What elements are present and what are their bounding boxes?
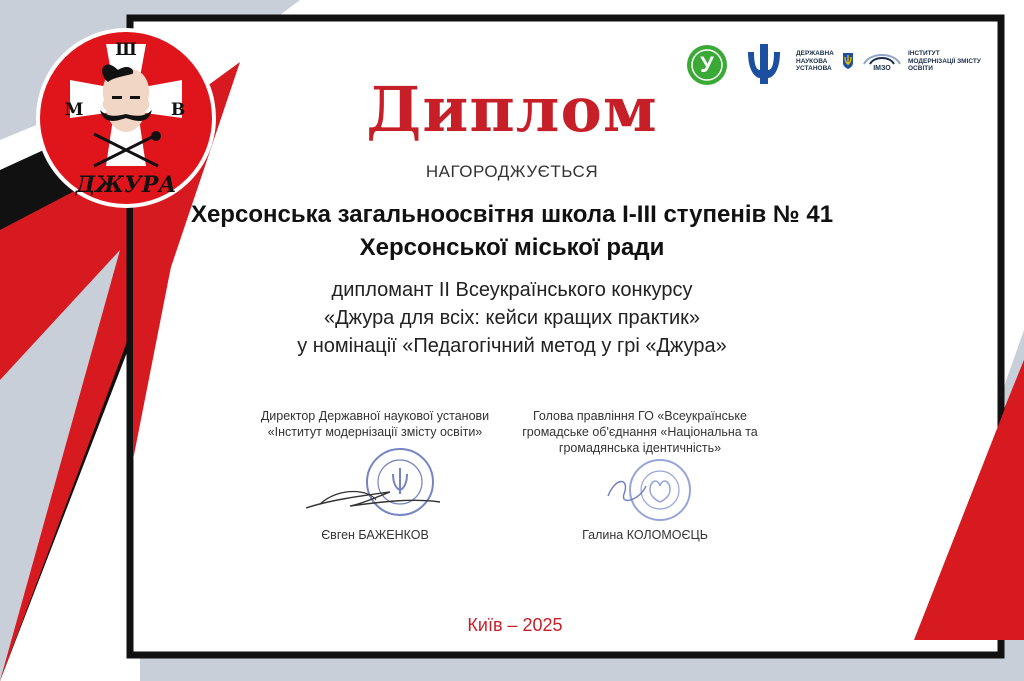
emblem-letter-top: Ш (115, 40, 137, 60)
left-signatory-name: Євген БАЖЕНКОВ (321, 528, 429, 542)
emblem-letter-left: М (64, 100, 84, 120)
award-description (150, 276, 874, 360)
coat-of-arms-icon (842, 52, 854, 70)
recipient-line-1: Херсонська загальноосвітня школа І-ІІІ ступенів № 41 (190, 201, 834, 228)
diploma-title: Диплом (366, 73, 658, 146)
left-stamp-and-signature (300, 446, 450, 526)
right-stamp-and-signature (600, 456, 710, 528)
institute-label: ІНСТИТУТ МОДЕРНІЗАЦІЇ ЗМІСТУ ОСВІТИ (908, 50, 981, 72)
dzhura-emblem (34, 26, 218, 210)
trident-blue-icon (746, 42, 782, 86)
frame-right-overlap (900, 340, 1024, 681)
right-signatory-name: Галина КОЛОМОЄЦЬ (582, 528, 708, 542)
emblem-letter-right: В (170, 100, 186, 120)
awarded-label: НАГОРОДЖУЄТЬСЯ (425, 162, 599, 181)
state-institution-label: ДЕРЖАВНА НАУКОВА УСТАНОВА (796, 50, 834, 72)
logo-u-letter: У (700, 52, 714, 77)
left-signatory-title: Директор Державної наукової установи «Інститут модернізації змісту освіти» (260, 409, 490, 439)
emblem-caption: ДЖУРА (75, 172, 177, 198)
description-line-3: у номінації «Педагогічний метод у грі «Джура» (297, 335, 727, 357)
city-year: Київ – 2025 (467, 615, 563, 635)
description-line-2: «Джура для всіх: кейси кращих практик» (324, 307, 700, 329)
description-line-1: дипломант ІІ Всеукраїнського конкурсу (331, 279, 693, 301)
right-signatory-title: Голова правління ГО «Всеукраїнське громадське об'єднання «Національна та громадянська ідентичність» (522, 409, 758, 455)
recipient-line-2: Херсонської міської ради (359, 234, 665, 261)
imzo-logo: ІМЗО (860, 50, 904, 76)
recipient-name (100, 198, 924, 264)
